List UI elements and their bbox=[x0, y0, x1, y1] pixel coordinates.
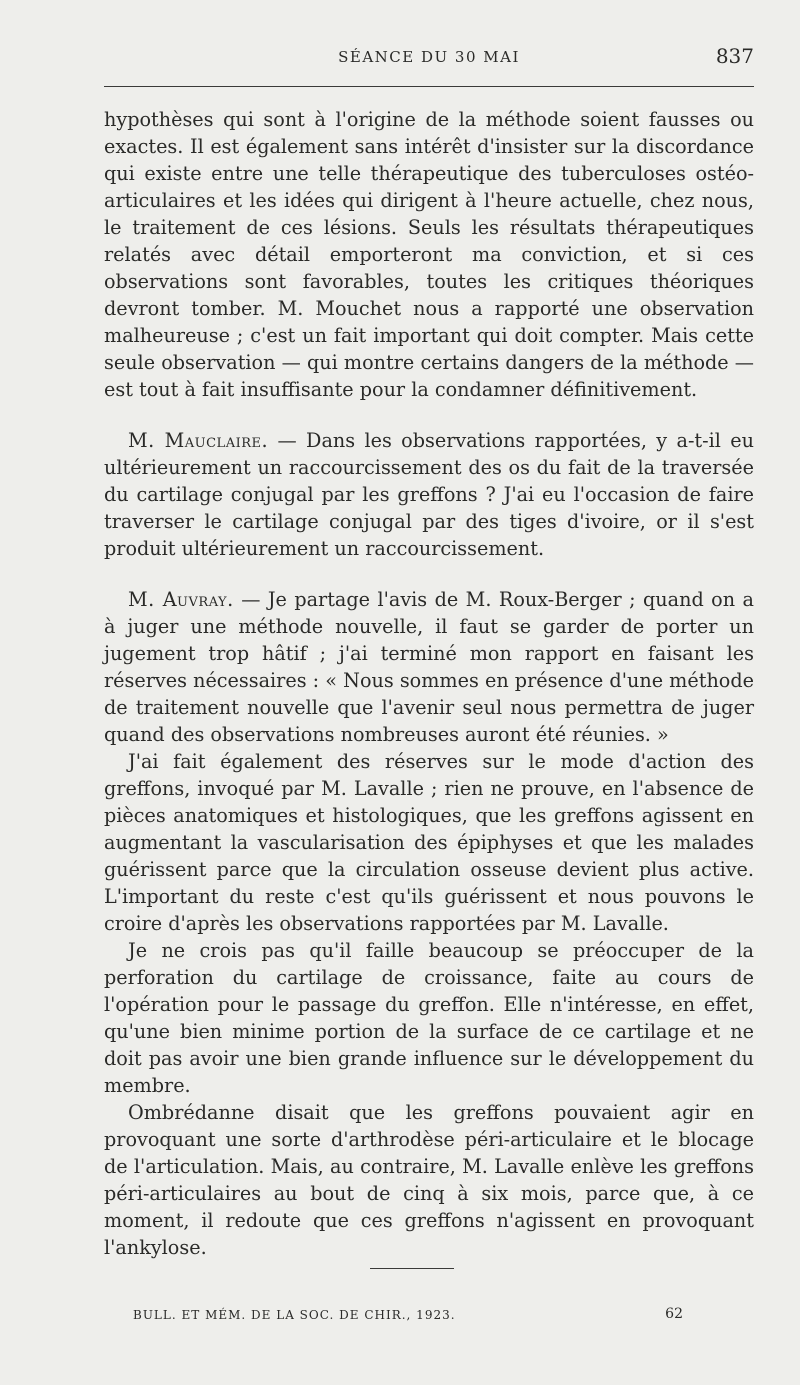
page-number: 837 bbox=[715, 44, 754, 68]
running-title: SÉANCE DU 30 MAI bbox=[338, 48, 520, 66]
signature-mark: 62 bbox=[665, 1306, 683, 1322]
speaker-name: M. Auvray. bbox=[128, 588, 234, 611]
paragraph-auvray bbox=[104, 586, 754, 748]
paragraph-continuation: hypothèses qui sont à l'origine de la méthode soient fausses ou exactes. Il est également sans intérêt d'insister sur la discordance qui existe entre une telle thérapeutique des tuberculoses ostéo-articulaires et les idées qui dirigent à l'heure actuelle, chez nous, le traitement de ces lésions. Seuls les résultats thérapeutiques relatés avec détail emporteront ma conviction, et si ces observations sont favorables, toutes les critiques théoriques devront tomber. M. Mouchet nous a rapporté une observation malheureuse ; c'est un fait important qui doit compter. Mais cette seule observation — qui montre certains dangers de la méthode — est tout à fait insuffisante pour la condamner définitivement. bbox=[104, 108, 754, 401]
paragraph-cartilage: Je ne crois pas qu'il faille beaucoup se préoccuper de la perforation du cartilage de croissance, faite au cours de l'opération pour le passage du greffon. Elle n'intéresse, en effet, qu'une bien minime portion de la surface de ce cartilage et ne doit pas avoir une bien grande influence sur le développement du membre. bbox=[104, 939, 754, 1097]
journal-citation: BULL. ET MÉM. DE LA SOC. DE CHIR., 1923. bbox=[133, 1308, 456, 1322]
page-header bbox=[104, 44, 754, 72]
section-end-rule bbox=[370, 1268, 454, 1269]
page-footer bbox=[133, 1306, 683, 1328]
speaker-name: M. Mauclaire. bbox=[128, 429, 269, 452]
paragraph-mauclaire bbox=[104, 427, 754, 562]
paragraph-ombredanne: Ombrédanne disait que les greffons pouvaient agir en provoquant une sorte d'arthrodèse péri-articulaire et le blocage de l'articulation. Mais, au contraire, M. Lavalle enlève les greffons péri-articulaires au bout de cinq à six mois, parce que, à ce moment, il redoute que ces greffons n'agissent en provoquant l'ankylose. bbox=[104, 1101, 754, 1259]
paragraph-text: — Je partage l'avis de M. Roux-Berger ; quand on a à juger une méthode nouvelle, il faut se garder de porter un jugement trop hâtif ; j'ai terminé mon rapport en faisant les réserves nécessaires : « Nous sommes en présence d'une méthode de traitement nouvelle que l'avenir seul nous permettra de juger quand des observations nombreuses auront été réunies. » bbox=[104, 588, 754, 746]
paragraph-text: — Dans les observations rapportées, y a-t-il eu ultérieurement un raccourcissement des os du fait de la traversée du cartilage conjugal par les greffons ? J'ai eu l'occasion de faire traverser le cartilage conjugal par des tiges d'ivoire, or il s'est produit ultérieurement un raccourcissement. bbox=[104, 429, 754, 560]
header-rule bbox=[104, 86, 754, 87]
paragraph-greffons-action: J'ai fait également des réserves sur le mode d'action des greffons, invoqué par M. Lavalle ; rien ne prouve, en l'absence de pièces anatomiques et histologiques, que les greffons agissent en augmentant la vascularisation des épiphyses et que les malades guérissent parce que la circulation osseuse devient plus active. L'important du reste c'est qu'ils guérissent et nous pouvons le croire d'après les observations rapportées par M. Lavalle. bbox=[104, 750, 754, 935]
body-text bbox=[104, 106, 754, 1261]
